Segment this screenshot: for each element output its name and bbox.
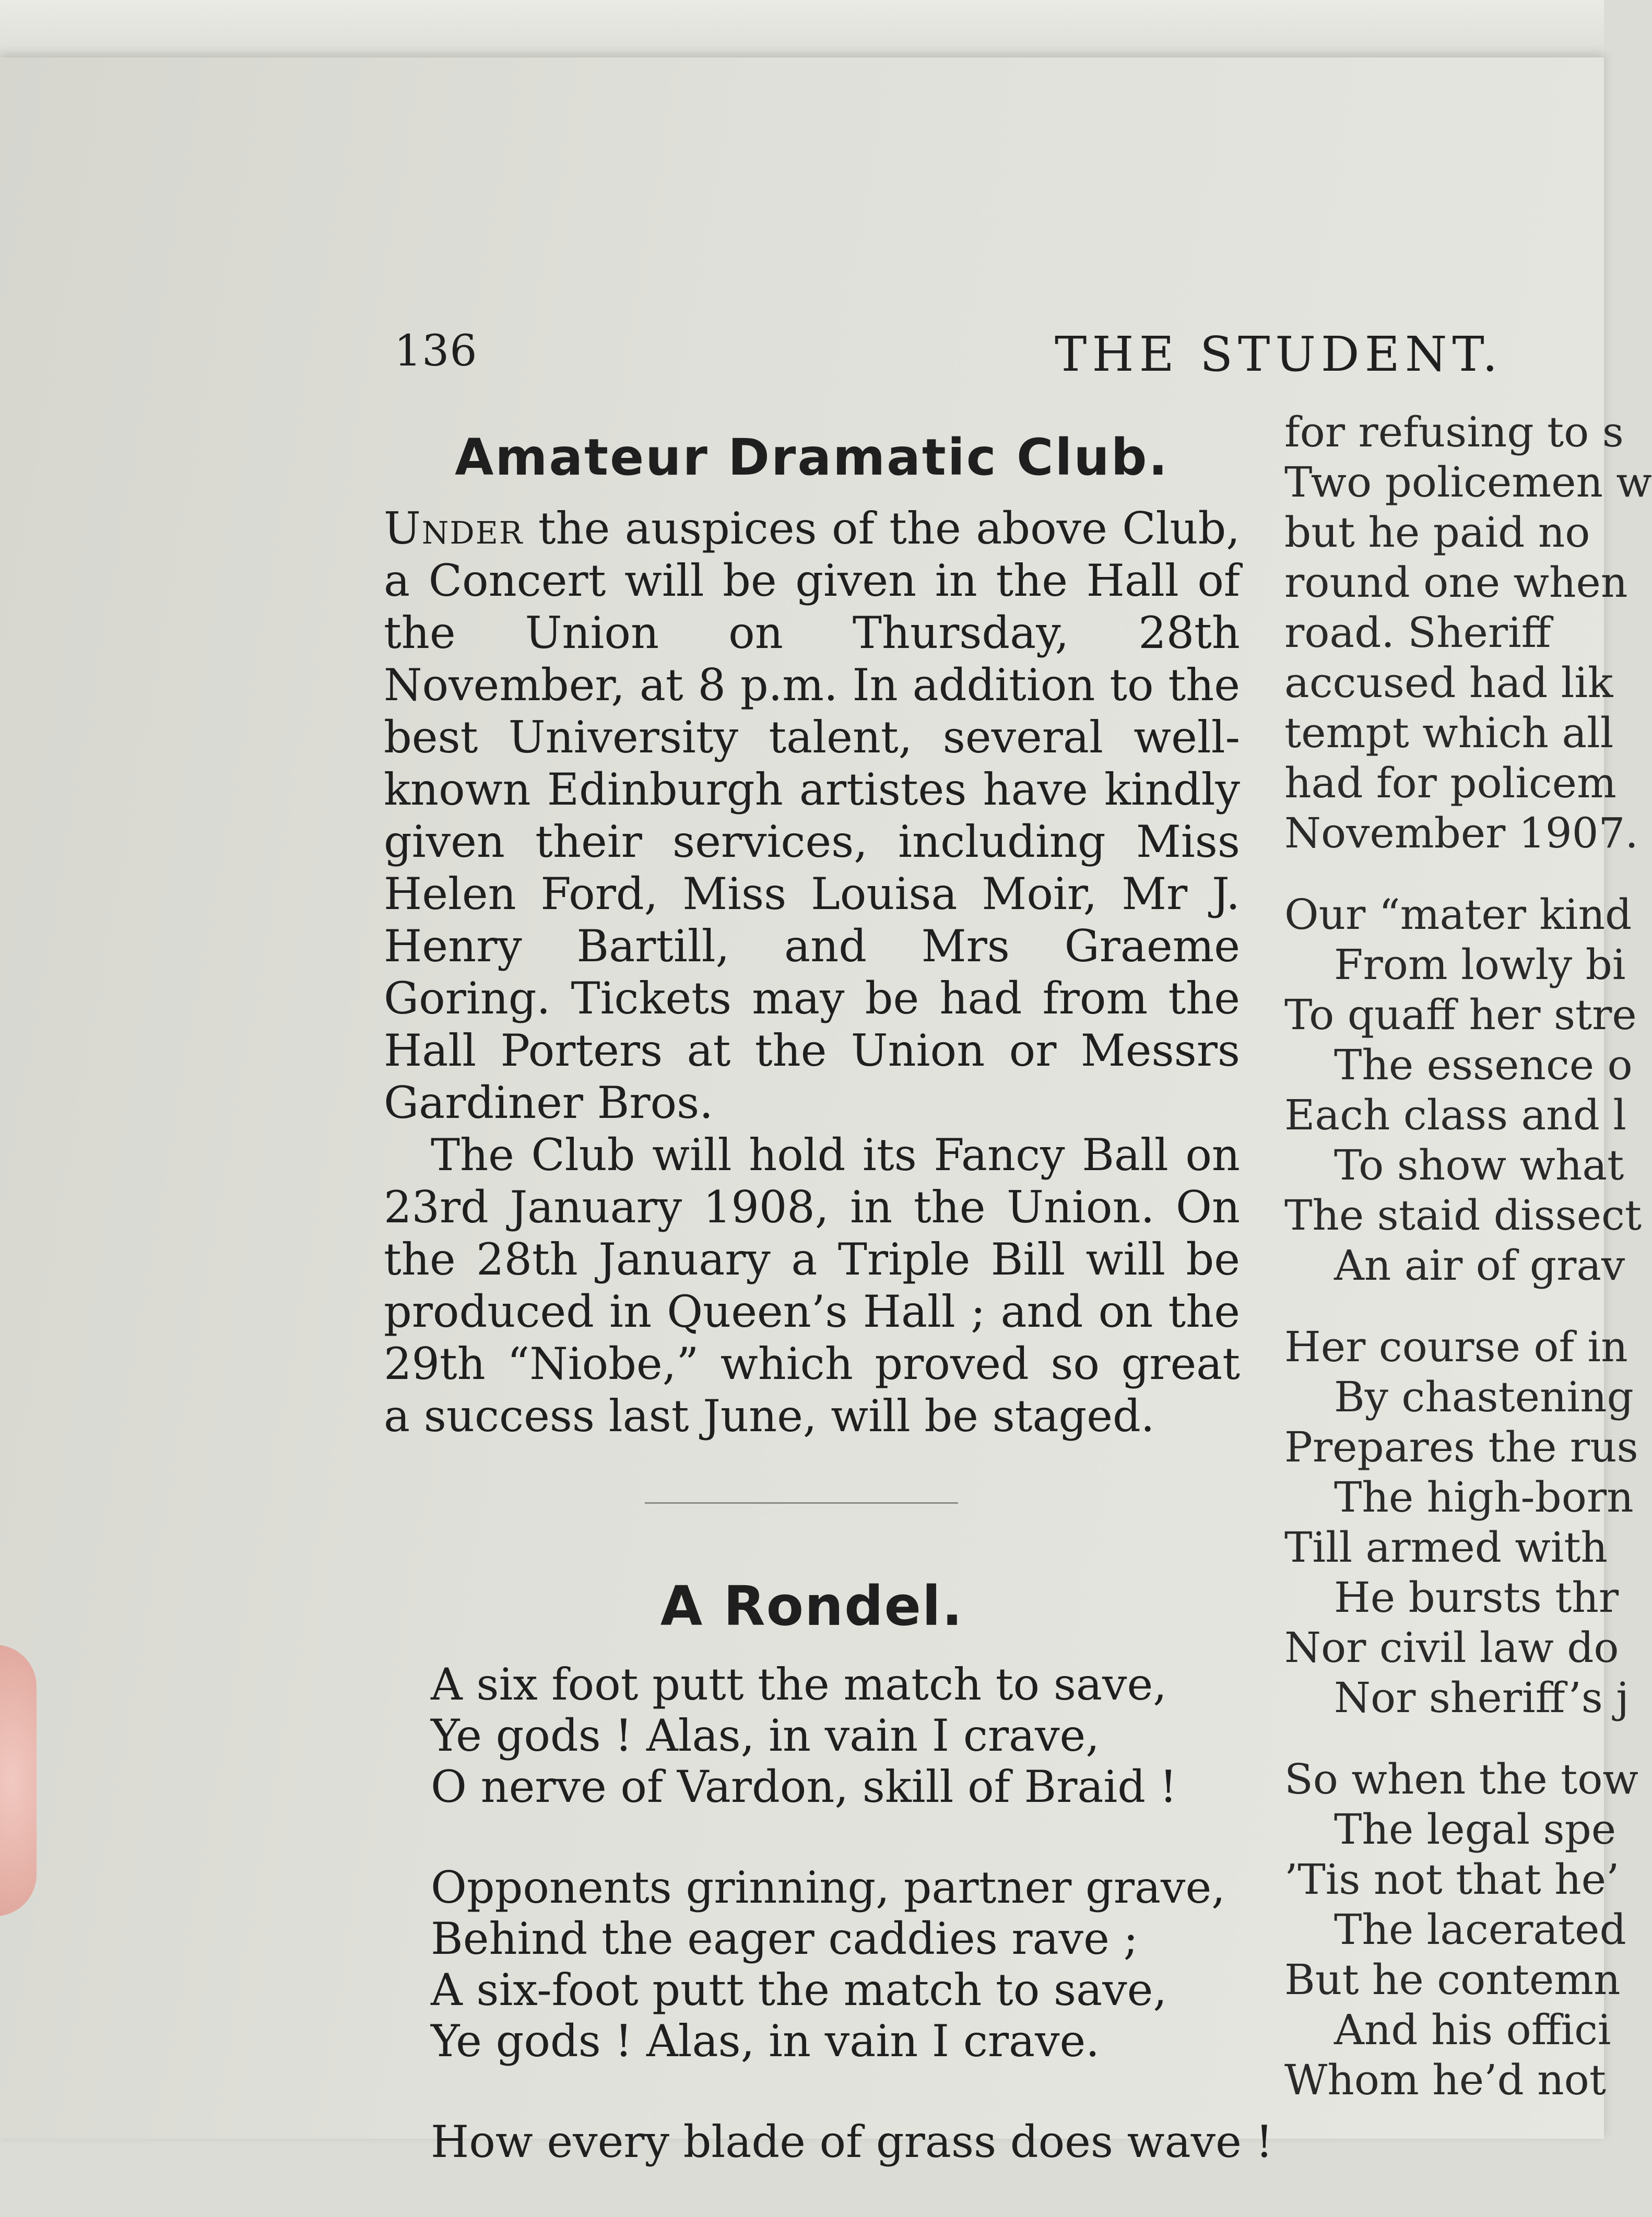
right-column-line: Whom he’d not xyxy=(1284,2056,1606,2104)
poem-line: A six foot putt the match to save, xyxy=(431,1659,1167,1710)
right-column-line: An air of grav xyxy=(1334,1241,1625,1290)
right-column-line: He bursts thr xyxy=(1334,1573,1619,1622)
stanza-gap xyxy=(1284,1723,1650,1754)
right-column-line: for refusing to s xyxy=(1284,408,1624,456)
right-column-line: To quaff her stre xyxy=(1284,990,1637,1039)
right-column-line: So when the tow xyxy=(1284,1755,1638,1803)
stanza-gap xyxy=(1284,858,1650,890)
right-column-line: The staid dissect xyxy=(1284,1191,1642,1240)
right-column-line: The lacerated xyxy=(1334,1905,1626,1954)
paragraph-lead-word: Under xyxy=(384,503,524,554)
right-column-line: November 1907. xyxy=(1284,809,1638,857)
poem-line: O nerve of Vardon, skill of Braid ! xyxy=(431,1761,1177,1812)
section-divider xyxy=(645,1502,958,1504)
article-title-rondel: A Rondel. xyxy=(660,1574,964,1638)
right-column-line: The essence o xyxy=(1334,1041,1633,1089)
right-column-line: By chastening xyxy=(1334,1373,1634,1421)
right-column-line: From lowly bi xyxy=(1334,940,1626,989)
right-column-line: And his offici xyxy=(1334,2006,1611,2054)
right-column-line: Nor civil law do xyxy=(1284,1623,1619,1672)
right-column-line: Each class and l xyxy=(1284,1091,1626,1139)
right-column-line: tempt which all xyxy=(1284,709,1614,757)
article-title-dramatic-club: Amateur Dramatic Club. xyxy=(455,428,1169,487)
rondel-poem xyxy=(431,1659,1273,2167)
right-column-line: road. Sheriff xyxy=(1284,608,1551,657)
right-column-line: round one when xyxy=(1284,558,1628,607)
poem-stanza xyxy=(431,1659,1240,1812)
thumb xyxy=(0,1645,37,1916)
right-column-line: Prepares the rus xyxy=(1284,1423,1638,1471)
poem-line: Ye gods ! Alas, in vain I crave. xyxy=(431,2015,1100,2067)
poem-line: Behind the eager caddies rave ; xyxy=(431,1913,1138,1964)
right-column-line: Two policemen w xyxy=(1284,458,1652,506)
right-column-line: Her course of in xyxy=(1284,1323,1628,1371)
paragraph-1-text: the auspices of the above Club, a Concert will be given in the Hall of the Union on Thursday, 28th November, at 8 p.m. In addition to the best University talent, several well-known Edinburgh artistes have kindly given their services, including Miss Helen Ford, Miss Louisa Moir, Mr J. Henry Bartill, and Mrs Graeme Goring. Tickets may be had from the Hall Porters at the Union or Messrs Gardiner Bros. xyxy=(384,503,1240,1128)
right-column-line: Nor sheriff’s j xyxy=(1334,1673,1630,1722)
page-number: 136 xyxy=(394,326,478,376)
running-head: THE STUDENT. xyxy=(1055,326,1503,382)
right-column-line: But he contemn xyxy=(1284,1955,1621,2004)
poem-line: Ye gods ! Alas, in vain I crave, xyxy=(431,1710,1100,1761)
poem-line: A six-foot putt the match to save, xyxy=(431,1964,1167,2015)
poem-stanza xyxy=(431,2116,1273,2167)
right-column-line: ’Tis not that he’ xyxy=(1284,1855,1620,1904)
article-paragraph-1 xyxy=(384,502,1240,1129)
poem-line: Opponents grinning, partner grave, xyxy=(431,1862,1225,1913)
poem-stanza xyxy=(431,1862,1240,2067)
right-column-line: Till armed with xyxy=(1284,1523,1608,1572)
left-column xyxy=(384,428,1273,2217)
right-column-line: The high-born xyxy=(1334,1473,1634,1522)
right-column-line: but he paid no xyxy=(1284,508,1590,557)
poem-line: How every blade of grass does wave ! xyxy=(431,2116,1273,2167)
article-paragraph-2: The Club will hold its Fancy Ball on 23rd January 1908, in the Union. On the 28th January a Triple Bill will be produced in Queen’s Hall ; and on the 29th “Niobe,” which proved so great a success last June, will be staged. xyxy=(384,1129,1240,1442)
right-column-line: The legal spe xyxy=(1334,1805,1616,1854)
right-column-line: accused had lik xyxy=(1284,658,1613,707)
stanza-gap xyxy=(1284,1291,1650,1322)
right-column-partial xyxy=(1284,407,1650,2105)
right-column-line: Our “mater kind xyxy=(1284,890,1632,939)
right-column-line: To show what xyxy=(1334,1141,1624,1189)
right-column-line: had for policem xyxy=(1284,759,1616,807)
